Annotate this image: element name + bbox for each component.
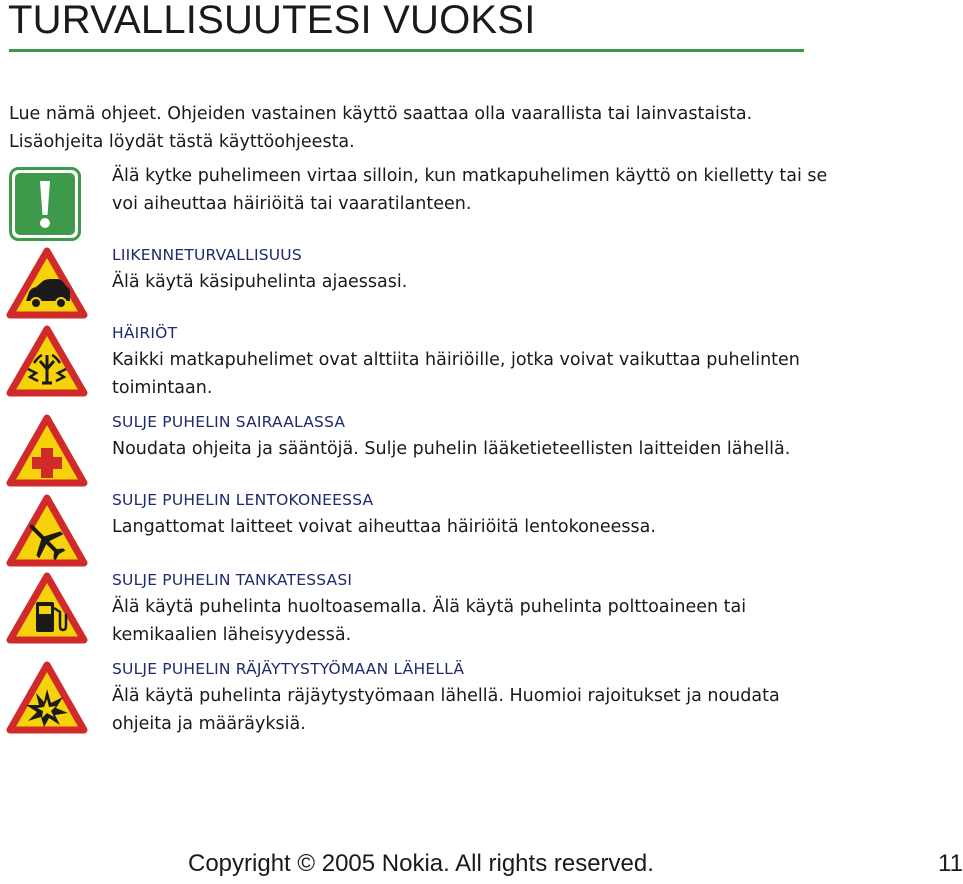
section-road-safety — [112, 246, 832, 296]
section-text: Älä kytke puhelimeen virtaa silloin, kun matkapuhelimen käyttö on kielletty tai se voi aiheuttaa häiriöitä tai vaaratilanteen. — [112, 166, 828, 214]
section-blasting — [112, 660, 832, 738]
explosion-warning-icon — [6, 661, 88, 735]
section-heading: SULJE PUHELIN TANKATESSASI — [112, 571, 353, 589]
section-heading: SULJE PUHELIN RÄJÄYTYSTYÖMAAN LÄHELLÄ — [112, 660, 465, 678]
section-heading: SULJE PUHELIN SAIRAALASSA — [112, 413, 346, 431]
section-heading: LIIKENNETURVALLISUUS — [112, 246, 302, 264]
section-text: Langattomat laitteet voivat aiheuttaa häiriöitä lentokoneessa. — [112, 517, 656, 537]
section-text: Älä käytä käsipuhelinta ajaessasi. — [112, 272, 408, 292]
exclamation-icon — [9, 167, 81, 241]
section-refueling — [112, 571, 832, 649]
section-power-restriction — [112, 162, 832, 218]
section-heading: HÄIRIÖT — [112, 324, 178, 342]
section-text: Älä käytä puhelinta räjäytystyömaan lähellä. Huomioi rajoitukset ja noudata ohjeita ja määräyksiä. — [112, 686, 780, 734]
intro-paragraph — [9, 100, 809, 156]
section-aircraft — [112, 491, 832, 541]
section-hospital — [112, 413, 832, 463]
page-title: TURVALLISUUTESI VUOKSI — [8, 0, 536, 42]
fuel-pump-warning-icon — [6, 572, 88, 644]
section-text: Kaikki matkapuhelimet ovat alttiita häiriöille, jotka voivat vaikuttaa puhelinten toimintaan. — [112, 350, 800, 398]
car-warning-icon — [6, 247, 88, 319]
section-text: Noudata ohjeita ja sääntöjä. Sulje puhelin lääketieteellisten laitteiden lähellä. — [112, 439, 791, 459]
hospital-warning-icon — [6, 414, 88, 488]
section-text: Älä käytä puhelinta huoltoasemalla. Älä käytä puhelinta polttoaineen tai kemikaalien läheisyydessä. — [112, 597, 747, 645]
section-heading: SULJE PUHELIN LENTOKONEESSA — [112, 491, 374, 509]
intro-line-2: Lisäohjeita löydät tästä käyttöohjeesta. — [9, 132, 355, 152]
interference-warning-icon — [6, 325, 88, 397]
title-underline — [9, 49, 804, 52]
page-number: 11 — [938, 850, 963, 877]
section-interference — [112, 324, 832, 402]
airplane-warning-icon — [6, 494, 88, 568]
copyright-footer: Copyright © 2005 Nokia. All rights reserved. — [188, 850, 654, 877]
intro-line-1: Lue nämä ohjeet. Ohjeiden vastainen käyttö saattaa olla vaarallista tai lainvastaista. — [9, 104, 753, 124]
